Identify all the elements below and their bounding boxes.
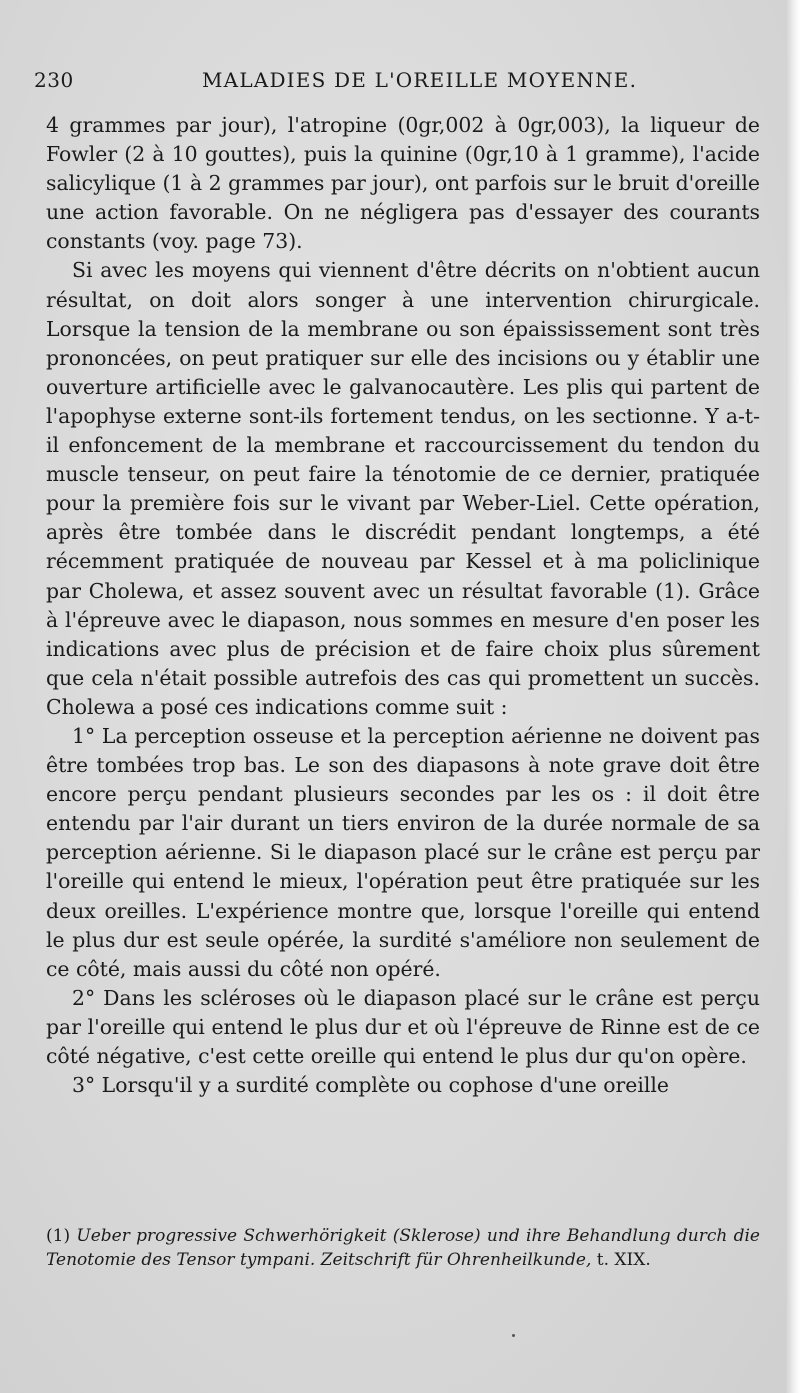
footnote [46, 1224, 760, 1272]
paragraph-indication-3: 3° Lorsqu'il y a surdité complète ou cophose d'une oreille [72, 1073, 669, 1098]
body-text [46, 111, 760, 1100]
paper-speck [512, 1334, 515, 1337]
running-title: MALADIES DE L'OREILLE MOYENNE. [202, 68, 638, 92]
paragraph-continuation: 4 grammes par jour), l'atropine (0gr,002 à 0gr,003), la liqueur de Fowler (2 à 10 gouttes), puis la quinine (0gr,10 à 1 gramme), l'acide salicylique (1 à 2 grammes par jour), ont parfois sur le bruit d'oreille une action favorable. On ne négligera pas d'essayer des courants constants (voy. page 73). [46, 113, 760, 254]
footnote-marker: (1) [46, 1226, 71, 1246]
running-header [34, 68, 764, 98]
footnote-text: Ueber progressive Schwerhörigkeit (Sklerose) und ihre Behandlung durch die Tenotomie des Tensor tympani. Zeitschrift für Ohrenheilkunde, [46, 1226, 760, 1270]
page-edge [786, 0, 800, 1393]
paragraph-indication-2: 2° Dans les scléroses où le diapason placé sur le crâne est perçu par l'oreille qui entend le plus dur et où l'épreuve de Rinne est de ce côté négative, c'est cette oreille qui entend le plus dur qu'on opère. [46, 985, 760, 1068]
paragraph-surgical-intervention: Si avec les moyens qui viennent d'être décrits on n'obtient aucun résultat, on doit alors songer à une intervention chirurgicale. Lorsque la tension de la membrane ou son épaississement sont très prononcées, on peut pratiquer sur elle des incisions ou y établir une ouverture artificielle avec le galvanocautère. Les plis qui partent de l'apophyse externe sont-ils fortement tendus, on les sectionne. Y a-t-il enfoncement de la membrane et raccourcissement du tendon du muscle tenseur, on peut faire la ténotomie de ce dernier, pratiquée pour la première fois sur le vivant par Weber-Liel. Cette opération, après être tombée dans le discrédit pendant longtemps, a été récemment pratiquée de nouveau par Kessel et à ma policlinique par Cholewa, et assez souvent avec un résultat favorable (1). Grâce à l'épreuve avec le diapason, nous sommes en mesure d'en poser les indications avec plus de précision et de faire choix plus sûrement que cela n'était possible autrefois des cas qui promettent un succès. Cholewa a posé ces indications comme suit : [46, 258, 760, 719]
footnote-volume: t. XIX. [596, 1250, 651, 1270]
paragraph-indication-1: 1° La perception osseuse et la perception aérienne ne doivent pas être tombées trop bas. Le son des diapasons à note grave doit être encore perçu pendant plusieurs secondes par les os : il doit être entendu par l'air durant un tiers environ de la durée normale de sa perception aérienne. Si le diapason placé sur le crâne est perçu par l'oreille qui entend le mieux, l'opération peut être pratiquée sur les deux oreilles. L'expérience montre que, lorsque l'oreille qui entend le plus dur est seule opérée, la surdité s'améliore non seulement de ce côté, mais aussi du côté non opéré. [46, 723, 760, 981]
page-number: 230 [34, 68, 74, 92]
